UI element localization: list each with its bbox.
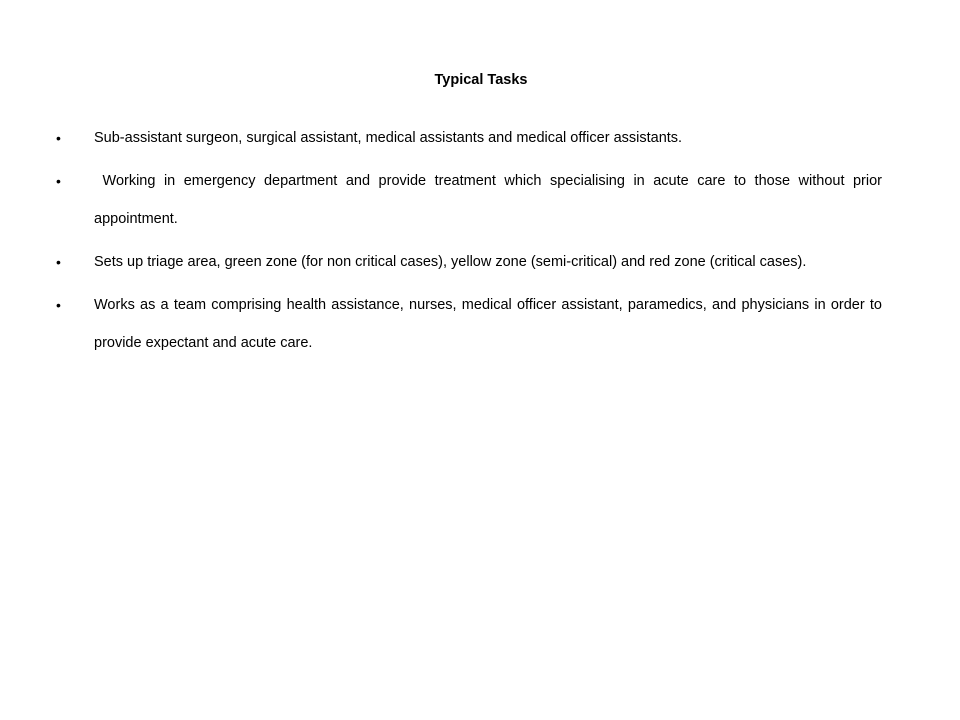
list-item-text: Sets up triage area, green zone (for non critical cases), yellow zone (semi-critical) and red zone (critical cases). bbox=[94, 254, 807, 270]
list-item bbox=[56, 286, 882, 362]
bullet-icon: • bbox=[56, 254, 61, 270]
list-item-text: Sub-assistant surgeon, surgical assistant, medical assistants and medical officer assistants. bbox=[94, 130, 683, 146]
bullet-icon: • bbox=[56, 130, 61, 146]
list-item bbox=[56, 243, 882, 281]
list-item-text: Working in emergency department and provide treatment which specialising in acute care to those without prior appointment. bbox=[94, 173, 887, 227]
bullet-icon: • bbox=[56, 173, 61, 189]
list-item bbox=[56, 162, 887, 238]
task-list bbox=[56, 119, 887, 367]
list-item-text: Works as a team comprising health assistance, nurses, medical officer assistant, paramedics, and physicians in order to provide expectant and acute care. bbox=[94, 297, 882, 351]
list-item bbox=[56, 119, 882, 157]
bullet-icon: • bbox=[56, 297, 61, 313]
slide-title: Typical Tasks bbox=[434, 72, 528, 88]
